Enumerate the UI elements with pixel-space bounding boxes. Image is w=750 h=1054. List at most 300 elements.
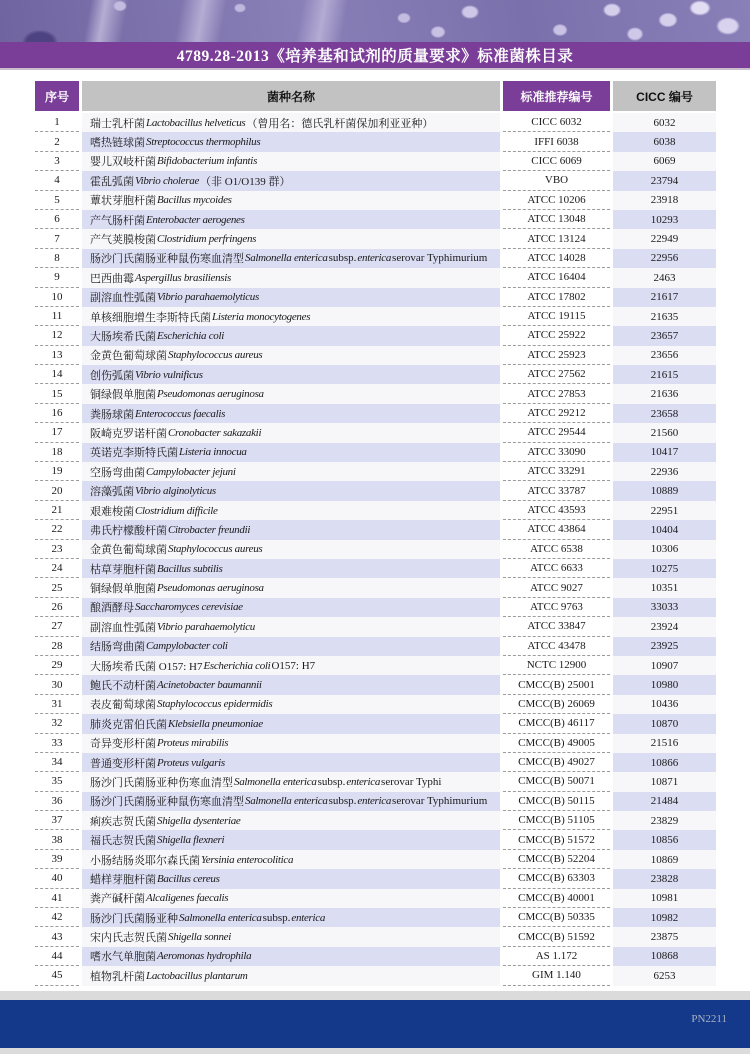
- cicc-number: 21560: [613, 423, 716, 442]
- strain-name: [82, 481, 500, 500]
- cicc-number: 10306: [613, 540, 716, 559]
- column-header-no: 序号: [35, 81, 79, 111]
- table-row: [35, 268, 716, 287]
- strain-chinese-name: 弗氏柠檬酸杆菌: [90, 524, 167, 537]
- row-number: 31: [35, 695, 79, 714]
- row-number: 4: [35, 171, 79, 190]
- strain-chinese-name: 宋内氏志贺氏菌: [90, 932, 167, 945]
- row-number: 43: [35, 927, 79, 946]
- strain-latin-name: Alcaligenes faecalis: [146, 892, 229, 905]
- row-number: 29: [35, 656, 79, 675]
- strain-latin-name: Staphylococcus epidermidis: [157, 698, 273, 711]
- strain-chinese-name: subsp.: [317, 775, 346, 788]
- table-row: [35, 520, 716, 539]
- strain-name: [82, 307, 500, 326]
- table-row: [35, 423, 716, 442]
- strain-chinese-name: subsp.: [328, 252, 357, 265]
- strain-chinese-name: O157: H7: [271, 659, 316, 672]
- strain-name: [82, 152, 500, 171]
- strain-chinese-name: 婴儿双岐杆菌: [90, 156, 156, 169]
- strain-latin-name: enterica: [346, 775, 381, 788]
- table-row: [35, 598, 716, 617]
- standard-recommended-code: CMCC(B) 51572: [503, 830, 610, 849]
- table-row: [35, 850, 716, 869]
- standard-recommended-code: CMCC(B) 51105: [503, 811, 610, 830]
- strain-chinese-name: 酿酒酵母: [90, 602, 134, 615]
- row-number: 38: [35, 830, 79, 849]
- strain-chinese-name: 嗜水气单胞菌: [90, 951, 156, 964]
- row-number: 6: [35, 210, 79, 229]
- table-row: [35, 927, 716, 946]
- strain-latin-name: Yersinia enterocolitica: [201, 853, 294, 866]
- strain-chinese-name: 金黄色葡萄球菌: [90, 350, 167, 363]
- strain-chinese-name: 粪产碱杆菌: [90, 893, 145, 906]
- table-row: [35, 540, 716, 559]
- cicc-number: 10856: [613, 830, 716, 849]
- strain-name: [82, 772, 500, 791]
- row-number: 17: [35, 423, 79, 442]
- cicc-number: 10907: [613, 656, 716, 675]
- table-row: [35, 443, 716, 462]
- row-number: 26: [35, 598, 79, 617]
- standard-recommended-code: ATCC 14028: [503, 249, 610, 268]
- cicc-number: 10351: [613, 578, 716, 597]
- table-row: [35, 113, 716, 132]
- strain-latin-name: Salmonella enterica: [245, 252, 328, 265]
- strain-chinese-name: 铜绿假单胞菌: [90, 583, 156, 596]
- standard-recommended-code: VBO: [503, 171, 610, 190]
- strain-chinese-name: 小肠结肠炎耶尔森氏菌: [90, 854, 200, 867]
- strain-name: [82, 598, 500, 617]
- cicc-number: 10404: [613, 520, 716, 539]
- strain-name: [82, 210, 500, 229]
- row-number: 39: [35, 850, 79, 869]
- table-row: [35, 152, 716, 171]
- strain-chinese-name: 巴西曲霉: [90, 272, 134, 285]
- standard-recommended-code: ATCC 33787: [503, 481, 610, 500]
- standard-recommended-code: ATCC 9027: [503, 578, 610, 597]
- title-bar: [0, 42, 750, 68]
- cicc-number: 23828: [613, 869, 716, 888]
- banner-micrograph-image: [0, 0, 750, 42]
- table-body: [35, 113, 716, 986]
- strain-latin-name: Vibrio parahaemolyticu: [157, 620, 255, 633]
- row-number: 30: [35, 675, 79, 694]
- cicc-number: 23924: [613, 617, 716, 636]
- strain-latin-name: Vibrio cholerae: [135, 174, 200, 187]
- row-number: 9: [35, 268, 79, 287]
- strain-latin-name: Citrobacter freundii: [168, 523, 251, 536]
- table-row: [35, 947, 716, 966]
- cicc-number: 22956: [613, 249, 716, 268]
- cicc-number: 23794: [613, 171, 716, 190]
- table-row: [35, 966, 716, 985]
- strain-latin-name: Lactobacillus helveticus: [146, 116, 246, 129]
- strain-chinese-name: 艰难梭菌: [90, 505, 134, 518]
- standard-recommended-code: CMCC(B) 49027: [503, 753, 610, 772]
- document-code: PN2211: [691, 1013, 727, 1025]
- strain-name: [82, 811, 500, 830]
- strain-latin-name: Shigella sonnei: [168, 931, 232, 944]
- table-row: [35, 132, 716, 151]
- table-row: [35, 191, 716, 210]
- row-number: 8: [35, 249, 79, 268]
- cicc-number: 23918: [613, 191, 716, 210]
- strain-name: [82, 908, 500, 927]
- table-header-row: [35, 81, 716, 111]
- strain-name: [82, 734, 500, 753]
- column-header-cicc: CICC 编号: [613, 81, 716, 111]
- standard-recommended-code: ATCC 19115: [503, 307, 610, 326]
- strain-latin-name: Salmonella enterica: [234, 775, 317, 788]
- strain-name: [82, 132, 500, 151]
- strain-name: [82, 889, 500, 908]
- strain-chinese-name: 产气荚膜梭菌: [90, 234, 156, 247]
- strain-name: [82, 346, 500, 365]
- strain-chinese-name: 铜绿假单胞菌: [90, 389, 156, 402]
- strain-name: [82, 850, 500, 869]
- footer-bar: [0, 1000, 750, 1048]
- cicc-number: 22951: [613, 501, 716, 520]
- table-row: [35, 326, 716, 345]
- row-number: 1: [35, 113, 79, 132]
- page-title: 4789.28-2013《培养基和试剂的质量要求》标准菌株目录: [176, 48, 574, 65]
- cicc-number: 23829: [613, 811, 716, 830]
- strain-latin-name: Campylobacter jejuni: [146, 465, 236, 478]
- strain-latin-name: Streptococcus thermophilus: [146, 136, 261, 149]
- row-number: 35: [35, 772, 79, 791]
- strain-latin-name: Cronobacter sakazakii: [168, 426, 262, 439]
- cicc-number: 6253: [613, 966, 716, 985]
- row-number: 25: [35, 578, 79, 597]
- standard-recommended-code: NCTC 12900: [503, 656, 610, 675]
- row-number: 18: [35, 443, 79, 462]
- row-number: 16: [35, 404, 79, 423]
- strain-name: [82, 501, 500, 520]
- row-number: 23: [35, 540, 79, 559]
- table-row: [35, 384, 716, 403]
- strain-name: [82, 637, 500, 656]
- strain-name: [82, 947, 500, 966]
- strain-latin-name: enterica: [291, 911, 326, 924]
- strain-name: [82, 617, 500, 636]
- standard-recommended-code: ATCC 33847: [503, 617, 610, 636]
- table-row: [35, 869, 716, 888]
- strain-latin-name: Bifidobacterium infantis: [157, 155, 258, 168]
- strain-name: [82, 113, 500, 132]
- strain-name: [82, 714, 500, 733]
- strain-latin-name: Aspergillus brasiliensis: [135, 271, 231, 284]
- cicc-number: 2463: [613, 268, 716, 287]
- table-row: [35, 578, 716, 597]
- strain-chinese-name: 肠沙门氏菌肠亚种鼠伤寒血清型: [90, 796, 244, 809]
- strain-latin-name: Escherichia coli: [203, 659, 271, 672]
- standard-recommended-code: CMCC(B) 40001: [503, 889, 610, 908]
- strain-chinese-name: 肠沙门氏菌肠亚种伤寒血清型: [90, 776, 233, 789]
- table-row: [35, 617, 716, 636]
- strain-chinese-name: 鲍氏不动杆菌: [90, 680, 156, 693]
- strain-chinese-name: 副溶血性弧菌: [90, 621, 156, 634]
- strain-latin-name: Escherichia coli: [157, 329, 224, 342]
- strain-chinese-name: 普通变形杆菌: [90, 757, 156, 770]
- strain-chinese-name: 霍乱弧菌: [90, 175, 134, 188]
- table-row: [35, 229, 716, 248]
- strain-name: [82, 927, 500, 946]
- row-number: 10: [35, 288, 79, 307]
- table-row: [35, 792, 716, 811]
- standard-recommended-code: ATCC 6633: [503, 559, 610, 578]
- table-row: [35, 559, 716, 578]
- strain-chinese-name: serovar Typhi: [381, 775, 442, 788]
- strain-latin-name: Staphylococcus aureus: [168, 543, 263, 556]
- strain-chinese-name: 粪肠球菌: [90, 408, 134, 421]
- strain-name: [82, 578, 500, 597]
- strain-latin-name: Clostridium difficile: [135, 504, 218, 517]
- table-row: [35, 656, 716, 675]
- strain-name: [82, 869, 500, 888]
- strain-name: [82, 695, 500, 714]
- strain-chinese-name: 植物乳杆菌: [90, 970, 145, 983]
- cicc-number: 6032: [613, 113, 716, 132]
- cicc-number: 21635: [613, 307, 716, 326]
- row-number: 5: [35, 191, 79, 210]
- cicc-number: 10417: [613, 443, 716, 462]
- strain-chinese-name: 单核细胞增生李斯特氏菌: [90, 311, 211, 324]
- strain-latin-name: enterica: [357, 795, 392, 808]
- table-row: [35, 714, 716, 733]
- cicc-number: 10870: [613, 714, 716, 733]
- row-number: 14: [35, 365, 79, 384]
- row-number: 45: [35, 966, 79, 985]
- strain-latin-name: Vibrio vulnificus: [135, 368, 203, 381]
- row-number: 13: [35, 346, 79, 365]
- row-number: 19: [35, 462, 79, 481]
- strain-latin-name: Bacillus mycoides: [157, 194, 232, 207]
- cicc-number: 21636: [613, 384, 716, 403]
- cicc-number: 10982: [613, 908, 716, 927]
- table-row: [35, 346, 716, 365]
- row-number: 22: [35, 520, 79, 539]
- strain-chinese-name: 产气肠杆菌: [90, 214, 145, 227]
- strain-chinese-name: 蕈状芽胞杆菌: [90, 195, 156, 208]
- strain-name: [82, 423, 500, 442]
- strain-latin-name: Saccharomyces cerevisiae: [135, 601, 243, 614]
- standard-recommended-code: ATCC 27562: [503, 365, 610, 384]
- row-number: 27: [35, 617, 79, 636]
- cicc-number: 23657: [613, 326, 716, 345]
- cicc-number: 23875: [613, 927, 716, 946]
- strain-latin-name: Clostridium perfringens: [157, 233, 257, 246]
- strain-latin-name: Enterococcus faecalis: [135, 407, 226, 420]
- column-header-name: 菌种名称: [82, 81, 500, 111]
- row-number: 41: [35, 889, 79, 908]
- standard-recommended-code: ATCC 17802: [503, 288, 610, 307]
- row-number: 40: [35, 869, 79, 888]
- strain-name: [82, 559, 500, 578]
- standard-recommended-code: CMCC(B) 50115: [503, 792, 610, 811]
- table-row: [35, 734, 716, 753]
- standard-recommended-code: ATCC 29544: [503, 423, 610, 442]
- standard-recommended-code: CMCC(B) 25001: [503, 675, 610, 694]
- table-row: [35, 171, 716, 190]
- strain-name: [82, 326, 500, 345]
- row-number: 37: [35, 811, 79, 830]
- strain-latin-name: Campylobacter coli: [146, 640, 228, 653]
- standard-recommended-code: CICC 6032: [503, 113, 610, 132]
- row-number: 7: [35, 229, 79, 248]
- cicc-number: 10436: [613, 695, 716, 714]
- strain-latin-name: Shigella dysenteriae: [157, 814, 241, 827]
- strain-chinese-name: 福氏志贺氏菌: [90, 835, 156, 848]
- cicc-number: 10275: [613, 559, 716, 578]
- cicc-number: 10981: [613, 889, 716, 908]
- strain-latin-name: Lactobacillus plantarum: [146, 969, 248, 982]
- standard-recommended-code: ATCC 25922: [503, 326, 610, 345]
- strain-name: [82, 365, 500, 384]
- table-row: [35, 481, 716, 500]
- strain-name: [82, 675, 500, 694]
- strain-chinese-name: 溶藻弧菌: [90, 486, 134, 499]
- row-number: 12: [35, 326, 79, 345]
- standard-recommended-code: ATCC 10206: [503, 191, 610, 210]
- strain-latin-name: Vibrio alginolyticus: [135, 485, 216, 498]
- table-row: [35, 288, 716, 307]
- row-number: 44: [35, 947, 79, 966]
- standard-recommended-code: ATCC 6538: [503, 540, 610, 559]
- strain-chinese-name: subsp.: [328, 795, 357, 808]
- strain-latin-name: enterica: [357, 252, 392, 265]
- strain-name: [82, 191, 500, 210]
- strain-chinese-name: 英诺克李斯特氏菌: [90, 447, 178, 460]
- standard-recommended-code: ATCC 43593: [503, 501, 610, 520]
- standard-recommended-code: CMCC(B) 46117: [503, 714, 610, 733]
- strain-chinese-name: 副溶血性弧菌: [90, 292, 156, 305]
- strain-name: [82, 656, 500, 675]
- strain-latin-name: Listeria innocua: [179, 446, 247, 459]
- cicc-number: 10889: [613, 481, 716, 500]
- strain-name: [82, 443, 500, 462]
- standard-recommended-code: CMCC(B) 51592: [503, 927, 610, 946]
- strain-name: [82, 229, 500, 248]
- row-number: 28: [35, 637, 79, 656]
- strain-name: [82, 540, 500, 559]
- standard-recommended-code: CMCC(B) 52204: [503, 850, 610, 869]
- cicc-number: 21484: [613, 792, 716, 811]
- cicc-number: 22936: [613, 462, 716, 481]
- row-number: 2: [35, 132, 79, 151]
- row-number: 21: [35, 501, 79, 520]
- row-number: 24: [35, 559, 79, 578]
- table-row: [35, 830, 716, 849]
- strain-latin-name: Acinetobacter baumannii: [157, 679, 262, 692]
- strain-chinese-name: 瑞士乳杆菌: [90, 117, 145, 130]
- table-row: [35, 307, 716, 326]
- strain-chinese-name: 大肠埃希氏菌 O157: H7: [90, 660, 203, 673]
- strain-chinese-name: 表皮葡萄球菌: [90, 699, 156, 712]
- standard-recommended-code: CMCC(B) 50335: [503, 908, 610, 927]
- strain-table: [35, 81, 716, 986]
- table-row: [35, 210, 716, 229]
- strain-chinese-name: 蜡样芽胞杆菌: [90, 873, 156, 886]
- standard-recommended-code: ATCC 43478: [503, 637, 610, 656]
- table-row: [35, 637, 716, 656]
- standard-recommended-code: ATCC 13124: [503, 229, 610, 248]
- table-row: [35, 404, 716, 423]
- standard-recommended-code: CMCC(B) 63303: [503, 869, 610, 888]
- strain-latin-name: Aeromonas hydrophila: [157, 950, 252, 963]
- standard-recommended-code: ATCC 33090: [503, 443, 610, 462]
- row-number: 11: [35, 307, 79, 326]
- standard-recommended-code: GIM 1.140: [503, 966, 610, 985]
- cicc-number: 22949: [613, 229, 716, 248]
- standard-recommended-code: ATCC 33291: [503, 462, 610, 481]
- strain-name: [82, 384, 500, 403]
- strain-chinese-name: 枯草芽胞杆菌: [90, 563, 156, 576]
- table-row: [35, 811, 716, 830]
- strain-chinese-name: （非 O1/O139 群）: [200, 175, 291, 188]
- strain-latin-name: Salmonella enterica: [179, 911, 262, 924]
- row-number: 33: [35, 734, 79, 753]
- standard-recommended-code: CICC 6069: [503, 152, 610, 171]
- row-number: 36: [35, 792, 79, 811]
- cicc-number: 21617: [613, 288, 716, 307]
- cicc-number: 33033: [613, 598, 716, 617]
- strain-chinese-name: 嗜热链球菌: [90, 137, 145, 150]
- standard-recommended-code: ATCC 25923: [503, 346, 610, 365]
- divider-strip: [0, 991, 750, 1000]
- standard-recommended-code: ATCC 13048: [503, 210, 610, 229]
- strain-name: [82, 288, 500, 307]
- standard-recommended-code: ATCC 29212: [503, 404, 610, 423]
- strain-latin-name: Vibrio parahaemolyticus: [157, 291, 259, 304]
- column-header-standard: 标准推荐编号: [503, 81, 610, 111]
- strain-chinese-name: （曾用名：德氏乳杆菌保加利亚亚种）: [246, 117, 434, 130]
- strain-name: [82, 171, 500, 190]
- strain-chinese-name: 阪崎克罗诺杆菌: [90, 427, 167, 440]
- cicc-number: 23656: [613, 346, 716, 365]
- cicc-number: 21615: [613, 365, 716, 384]
- strain-chinese-name: serovar Typhimurium: [392, 252, 488, 265]
- strain-chinese-name: subsp.: [262, 911, 291, 924]
- strain-name: [82, 249, 500, 268]
- strain-chinese-name: 痢疾志贺氏菌: [90, 815, 156, 828]
- strain-chinese-name: 金黄色葡萄球菌: [90, 544, 167, 557]
- strain-chinese-name: 创伤弧菌: [90, 369, 134, 382]
- strain-name: [82, 966, 500, 985]
- cicc-number: 10866: [613, 753, 716, 772]
- strain-name: [82, 520, 500, 539]
- strain-name: [82, 462, 500, 481]
- strain-chinese-name: 空肠弯曲菌: [90, 466, 145, 479]
- row-number: 20: [35, 481, 79, 500]
- divider-strip: [0, 1048, 750, 1054]
- table-row: [35, 501, 716, 520]
- strain-chinese-name: 奇异变形杆菌: [90, 738, 156, 751]
- cicc-number: 6038: [613, 132, 716, 151]
- table-row: [35, 249, 716, 268]
- strain-name: [82, 268, 500, 287]
- table-row: [35, 753, 716, 772]
- strain-latin-name: Pseudomonas aeruginosa: [157, 582, 264, 595]
- table-row: [35, 772, 716, 791]
- table-row: [35, 365, 716, 384]
- strain-latin-name: Proteus mirabilis: [157, 737, 229, 750]
- strain-name: [82, 753, 500, 772]
- strain-latin-name: Staphylococcus aureus: [168, 349, 263, 362]
- cicc-number: 6069: [613, 152, 716, 171]
- standard-recommended-code: CMCC(B) 50071: [503, 772, 610, 791]
- strain-latin-name: Shigella flexneri: [157, 834, 225, 847]
